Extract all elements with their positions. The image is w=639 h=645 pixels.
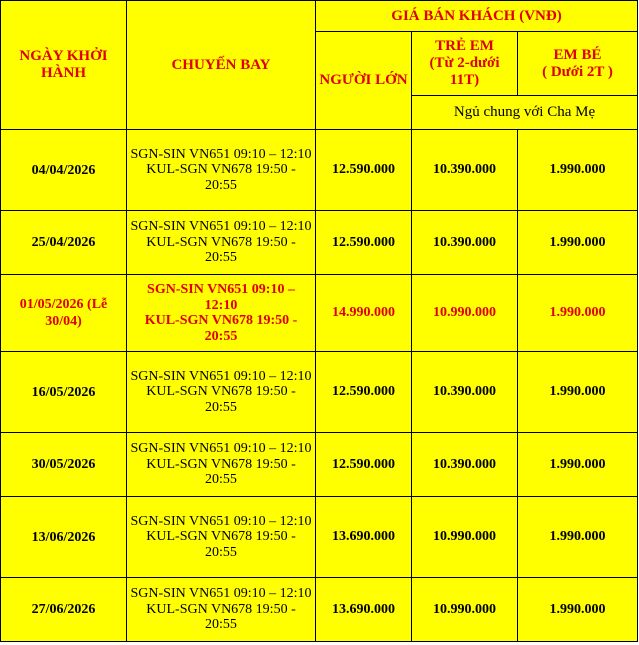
flight-info (127, 497, 316, 578)
infant-age-note: ( Dưới 2T ) (542, 63, 613, 80)
return-flight: KUL-SGN VN678 19:50 - 20:55 (144, 313, 298, 344)
child-price: 10.390.000 (412, 211, 518, 275)
flight-info (127, 578, 316, 642)
table-row (1, 275, 638, 352)
adult-price: 12.590.000 (316, 211, 412, 275)
return-flight: KUL-SGN VN678 19:50 - 20:55 (146, 384, 296, 415)
infant-price: 1.990.000 (518, 578, 638, 642)
child-price: 10.390.000 (412, 130, 518, 211)
outbound-flight: SGN-SIN VN651 09:10 – 12:10 (130, 368, 312, 384)
child-price: 10.990.000 (412, 578, 518, 642)
adult-price: 14.990.000 (316, 275, 412, 352)
table-row (1, 211, 638, 275)
adult-price: 13.690.000 (316, 578, 412, 642)
outbound-flight: SGN-SIN VN651 09:10 – 12:10 (130, 146, 312, 162)
outbound-flight: SGN-SIN VN651 09:10 – 12:10 (130, 219, 312, 235)
child-header (412, 32, 518, 96)
infant-price: 1.990.000 (518, 433, 638, 497)
outbound-flight: SGN-SIN VN651 09:10 – 12:10 (130, 513, 312, 529)
price-rows (1, 130, 638, 642)
return-flight: KUL-SGN VN678 19:50 - 20:55 (146, 529, 296, 560)
infant-price: 1.990.000 (518, 275, 638, 352)
adult-price: 12.590.000 (316, 130, 412, 211)
child-price: 10.390.000 (412, 433, 518, 497)
flight-info (127, 433, 316, 497)
adult-price: 12.590.000 (316, 352, 412, 433)
flight-info (127, 352, 316, 433)
child-price: 10.390.000 (412, 352, 518, 433)
shared-bed-note: Ngủ chung với Cha Mẹ (412, 96, 638, 130)
child-age-note: (Từ 2-dưới 11T) (429, 55, 500, 88)
flight-info (127, 130, 316, 211)
flight-header: CHUYẾN BAY (127, 1, 316, 130)
adult-price: 13.690.000 (316, 497, 412, 578)
return-flight: KUL-SGN VN678 19:50 - 20:55 (146, 456, 296, 488)
departure-date: 16/05/2026 (1, 352, 127, 433)
departure-date: 30/05/2026 (1, 433, 127, 497)
flight-info (127, 275, 316, 352)
adult-price: 12.590.000 (316, 433, 412, 497)
return-flight: KUL-SGN VN678 19:50 - 20:55 (146, 234, 296, 266)
infant-price: 1.990.000 (518, 130, 638, 211)
table-row (1, 578, 638, 642)
infant-price: 1.990.000 (518, 497, 638, 578)
departure-date: 13/06/2026 (1, 497, 127, 578)
flight-info (127, 211, 316, 275)
infant-header (518, 32, 638, 96)
infant-header-label: EM BÉ (553, 46, 602, 63)
child-header-label: TRẺ EM (435, 38, 494, 54)
infant-price: 1.990.000 (518, 211, 638, 275)
outbound-flight: SGN-SIN VN651 09:10 – 12:10 (147, 282, 295, 313)
child-price: 10.990.000 (412, 275, 518, 352)
departure-date: 25/04/2026 (1, 211, 127, 275)
departure-date: 27/06/2026 (1, 578, 127, 642)
table-row (1, 352, 638, 433)
departure-date: 01/05/2026 (Lễ 30/04) (1, 275, 127, 352)
table-row (1, 433, 638, 497)
departure-date: 04/04/2026 (1, 130, 127, 211)
outbound-flight: SGN-SIN VN651 09:10 – 12:10 (130, 586, 312, 602)
price-group-header: GIÁ BÁN KHÁCH (VNĐ) (316, 1, 638, 32)
adult-header: NGƯỜI LỚN (316, 32, 412, 130)
child-price: 10.990.000 (412, 497, 518, 578)
return-flight: KUL-SGN VN678 19:50 - 20:55 (146, 162, 296, 193)
departure-date-header: NGÀY KHỞI HÀNH (1, 1, 127, 130)
table-row (1, 130, 638, 211)
return-flight: KUL-SGN VN678 19:50 - 20:55 (146, 601, 296, 633)
table-row (1, 497, 638, 578)
infant-price: 1.990.000 (518, 352, 638, 433)
outbound-flight: SGN-SIN VN651 09:10 – 12:10 (130, 441, 312, 457)
